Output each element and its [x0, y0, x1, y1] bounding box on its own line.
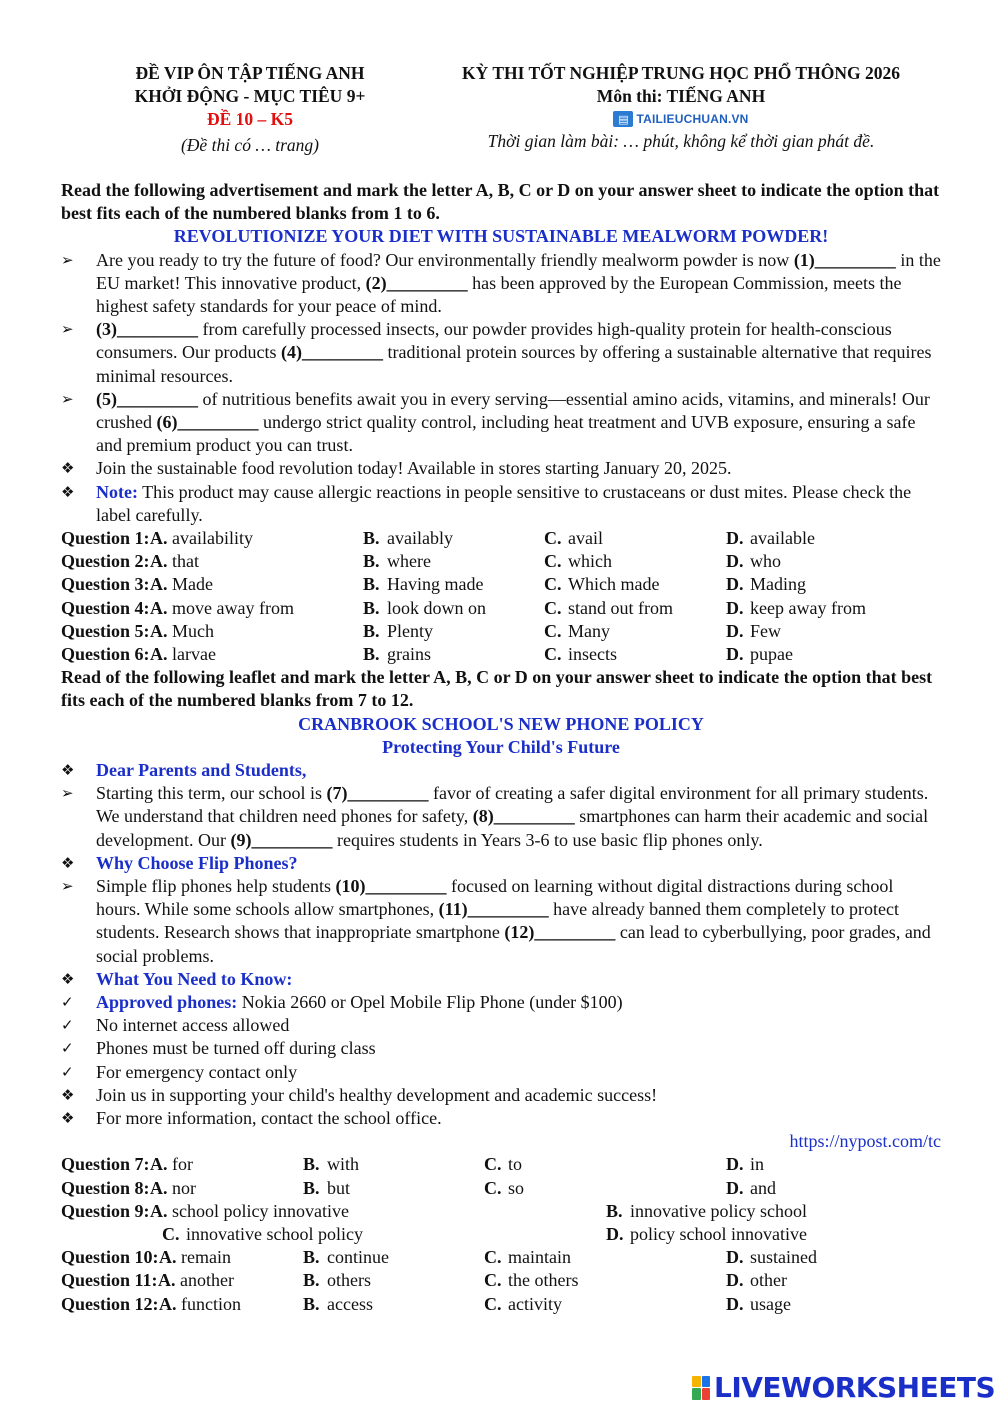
- option-text: Plenty: [387, 620, 434, 641]
- section2-instruction: Read of the following leaflet and mark the letter A, B, C or D on your answer sheet to indicate the option that best fits each of the numbered blanks from 7 to 12.: [61, 667, 933, 711]
- option-letter: D.: [726, 620, 744, 641]
- option-letter: A.: [159, 1293, 177, 1314]
- option-letter: D.: [726, 1270, 744, 1291]
- question-row: [61, 597, 941, 620]
- question-list-2: [61, 1153, 941, 1315]
- option-text: grains: [387, 643, 431, 664]
- heading-need: [61, 968, 941, 991]
- section1-title: REVOLUTIONIZE YOUR DIET WITH SUSTAINABLE MEALWORM POWDER!: [173, 226, 829, 247]
- option-letter: D.: [726, 551, 744, 572]
- diamond-bullet-icon: ❖: [61, 760, 75, 779]
- option-letter: D.: [726, 597, 744, 618]
- option-letter: B.: [363, 597, 380, 618]
- check-text: No internet access allowed: [96, 1015, 290, 1036]
- section1-bullets: [61, 249, 941, 458]
- option-letter: B.: [363, 620, 380, 641]
- option-letter: A.: [150, 574, 168, 595]
- advert-paragraph: [61, 318, 941, 388]
- page-count-note: (Đề thi có … trang): [180, 135, 320, 155]
- join-line: [61, 457, 941, 480]
- option-text: access: [327, 1293, 373, 1314]
- approved-line: [61, 991, 941, 1014]
- question-row: [61, 1269, 941, 1292]
- blank-2: (2)_________: [365, 272, 468, 293]
- option-letter: B.: [363, 528, 380, 549]
- section1-instruction: Read the following advertisement and mark the letter A, B, C or D on your answer sheet to indicate the option that best fits each of the numbered blanks from 1 to 6.: [61, 180, 940, 224]
- option-text: Made: [172, 574, 213, 595]
- note-line: [61, 481, 941, 527]
- option-letter: C.: [484, 1270, 502, 1291]
- option-letter: A.: [158, 1270, 176, 1291]
- option-text: the others: [508, 1270, 579, 1291]
- option-letter: B.: [363, 643, 380, 664]
- note-text: This product may cause allergic reactions in people sensitive to crustaceans or dust mites. Please check the label carefully.: [96, 481, 912, 525]
- liveworksheets-icon: [692, 1376, 710, 1400]
- option-letter: A.: [150, 528, 168, 549]
- question-label: Question 2:: [61, 551, 150, 572]
- option-letter: C.: [162, 1224, 180, 1244]
- option-text: activity: [508, 1293, 562, 1314]
- check-text: For emergency contact only: [96, 1061, 298, 1082]
- blank-3: (3)_________: [96, 319, 198, 340]
- question-row: [61, 1200, 941, 1223]
- option-letter: C.: [484, 1177, 502, 1198]
- option-letter: C.: [544, 643, 562, 664]
- question-label: Question 1:: [61, 528, 150, 549]
- icon-square: [692, 1388, 701, 1400]
- option-letter: A.: [150, 1154, 168, 1175]
- check-line: [61, 1061, 941, 1084]
- option-letter: B.: [363, 574, 380, 595]
- icon-square: [702, 1376, 711, 1388]
- blank-10: (10)_________: [335, 876, 447, 896]
- option-text: innovative school policy: [186, 1224, 363, 1244]
- check-icon: ✓: [61, 1062, 74, 1081]
- question-label: Question 8:: [61, 1177, 150, 1198]
- text: of nutritious benefits await you in every serving—essential amino acids, vitamins, and minerals! Our crushed: [96, 388, 930, 433]
- diamond-bullet-icon: ❖: [61, 459, 75, 478]
- option-text: Mading: [750, 574, 806, 595]
- blank-6: (6)_________: [156, 412, 259, 433]
- option-letter: C.: [484, 1247, 502, 1268]
- leaflet-paragraph-1: [61, 782, 941, 852]
- question-label: Question 5:: [61, 620, 150, 641]
- question-row: [61, 527, 941, 550]
- closing-line: [61, 1084, 941, 1107]
- text: Simple flip phones help students: [96, 876, 336, 896]
- check-line: [61, 1037, 941, 1060]
- question-row: [61, 620, 941, 643]
- diamond-bullet-icon: ❖: [61, 482, 75, 501]
- option-letter: B.: [303, 1247, 320, 1268]
- exam-code: ĐỀ 10 – K5: [206, 109, 294, 129]
- question-row: [61, 1153, 941, 1176]
- option-letter: C.: [544, 528, 562, 549]
- option-letter: A.: [150, 1200, 168, 1221]
- option-text: stand out from: [568, 597, 673, 618]
- heading-dear: [61, 759, 941, 782]
- option-letter: A.: [150, 551, 168, 572]
- option-text: innovative policy school: [630, 1200, 807, 1221]
- arrow-bullet-icon: ➢: [61, 320, 74, 339]
- option-text: that: [172, 551, 199, 572]
- text: has been approved by the European Commission, meets the highest safety standards for your peace of mind.: [96, 272, 902, 317]
- text: can lead to cyberbullying, poor grades, and social problems.: [96, 922, 931, 966]
- text: traditional protein sources by offering a sustainable alternative that requires minimal resources.: [96, 342, 932, 386]
- question-row: [61, 1293, 941, 1316]
- option-letter: D.: [726, 1293, 744, 1314]
- note-label: Note:: [96, 481, 138, 502]
- option-letter: B.: [303, 1177, 320, 1198]
- option-letter: B.: [303, 1154, 320, 1175]
- tailieuchuan-logo: [412, 109, 950, 129]
- text: in the EU market! This innovative product,: [96, 249, 941, 293]
- option-text: pupae: [750, 643, 793, 664]
- option-text: and: [750, 1177, 776, 1198]
- question-row: [61, 643, 941, 666]
- closing-line: [61, 1107, 941, 1130]
- closing-text: For more information, contact the school office.: [96, 1108, 442, 1129]
- option-letter: B.: [363, 551, 380, 572]
- option-text: Few: [750, 620, 781, 641]
- icon-square: [702, 1388, 711, 1400]
- check-icon: ✓: [61, 1039, 74, 1058]
- option-text: insects: [568, 643, 617, 664]
- option-text: school policy innovative: [172, 1200, 349, 1221]
- option-text: but: [327, 1177, 351, 1198]
- option-text: others: [327, 1270, 371, 1291]
- option-letter: B.: [303, 1293, 320, 1314]
- question-label: Question 9:: [61, 1200, 150, 1221]
- option-text: sustained: [750, 1247, 817, 1268]
- option-text: availably: [387, 528, 453, 549]
- option-text: maintain: [508, 1247, 571, 1268]
- diamond-bullet-icon: ❖: [61, 1085, 75, 1104]
- question-label: Question 11:: [61, 1270, 158, 1291]
- question-label: Question 12:: [61, 1293, 159, 1314]
- advert-paragraph: [61, 388, 941, 458]
- arrow-bullet-icon: ➢: [61, 250, 74, 269]
- source-link[interactable]: https://nypost.com/tc: [789, 1131, 941, 1152]
- option-text: usage: [750, 1293, 791, 1314]
- option-text: move away from: [172, 597, 294, 618]
- option-text: Which made: [568, 574, 660, 595]
- option-letter: D.: [606, 1224, 624, 1244]
- blank-7: (7)_________: [326, 783, 429, 804]
- dear-heading: Dear Parents and Students,: [96, 759, 307, 780]
- blank-9: (9)_________: [230, 829, 333, 850]
- header-left-line2: KHỞI ĐỘNG - MỤC TIÊU 9+: [134, 86, 366, 106]
- option-letter: C.: [544, 620, 562, 641]
- question-label: Question 6:: [61, 643, 150, 664]
- text: Starting this term, our school is: [96, 783, 327, 804]
- option-letter: C.: [544, 574, 562, 595]
- option-text: policy school innovative: [630, 1224, 807, 1244]
- option-letter: C.: [484, 1293, 502, 1314]
- option-text: look down on: [387, 597, 486, 618]
- option-letter: D.: [726, 574, 744, 595]
- option-letter: A.: [159, 1247, 177, 1268]
- option-letter: C.: [544, 551, 562, 572]
- arrow-bullet-icon: ➢: [61, 389, 74, 408]
- option-text: to: [508, 1154, 523, 1175]
- time-note: Thời gian làm bài: … phút, không kể thời gian phát đề.: [487, 131, 875, 151]
- option-letter: D.: [726, 1154, 744, 1175]
- text: have already banned them completely to protect students. Research shows that inappropriate smartphone: [96, 899, 899, 943]
- question-label: Question 10:: [61, 1247, 159, 1268]
- question-label: Question 4:: [61, 597, 150, 618]
- approved-label: Approved phones:: [96, 992, 238, 1013]
- option-letter: B.: [606, 1200, 623, 1221]
- question-row: [61, 1246, 941, 1269]
- need-heading: What You Need to Know:: [96, 968, 293, 989]
- diamond-bullet-icon: ❖: [61, 853, 75, 872]
- section2-title: CRANBROOK SCHOOL'S NEW PHONE POLICY: [298, 713, 704, 734]
- blank-12: (12)_________: [504, 922, 616, 943]
- option-text: with: [327, 1154, 360, 1175]
- icon-square: [692, 1376, 701, 1388]
- option-text: Much: [172, 620, 214, 641]
- book-icon: ▤: [613, 111, 633, 127]
- header-left: [100, 62, 400, 157]
- exam-content: [61, 179, 941, 1316]
- section2-subtitle: Protecting Your Child's Future: [382, 736, 620, 757]
- exam-title: KỲ THI TỐT NGHIỆP TRUNG HỌC PHỔ THÔNG 2026: [462, 63, 900, 83]
- option-text: avail: [568, 528, 603, 549]
- arrow-bullet-icon: ➢: [61, 877, 74, 895]
- arrow-bullet-icon: ➢: [61, 784, 74, 803]
- option-text: nor: [172, 1177, 196, 1198]
- option-letter: D.: [726, 528, 744, 549]
- question-row: [61, 1223, 941, 1246]
- question-label: Question 3:: [61, 574, 150, 595]
- blank-4: (4)_________: [280, 342, 383, 363]
- option-text: another: [180, 1270, 234, 1291]
- closing-text: Join us in supporting your child's healthy development and academic success!: [96, 1084, 658, 1105]
- question-list-1: [61, 527, 941, 666]
- option-letter: B.: [303, 1270, 320, 1291]
- check-line: [61, 1014, 941, 1037]
- option-text: Many: [568, 620, 610, 641]
- option-letter: C.: [544, 597, 562, 618]
- option-text: for: [172, 1154, 193, 1175]
- option-text: who: [750, 551, 781, 572]
- check-icon: ✓: [61, 993, 74, 1012]
- option-text: Having made: [387, 574, 484, 595]
- option-letter: D.: [726, 643, 744, 664]
- logo-text: TAILIEUCHUAN.VN: [636, 111, 749, 126]
- check-icon: ✓: [61, 1016, 74, 1035]
- text: undergo strict quality control, including heat treatment and UVB exposure, ensuring a safe and premium product you can trust.: [96, 412, 916, 456]
- option-letter: C.: [484, 1154, 502, 1175]
- option-text: so: [508, 1177, 525, 1198]
- text: from carefully processed insects, our powder provides high-quality protein for health-conscious consumers. Our products: [96, 319, 892, 363]
- option-letter: A.: [150, 597, 168, 618]
- diamond-bullet-icon: ❖: [61, 969, 75, 988]
- blank-8: (8)_________: [472, 806, 575, 827]
- option-letter: A.: [150, 643, 168, 664]
- liveworksheets-brand: LIVEWORKSHEETS: [714, 1371, 996, 1404]
- approved-text: Nokia 2660 or Opel Mobile Flip Phone (under $100): [237, 992, 623, 1013]
- text: smartphones can harm their academic and social development. Our: [96, 806, 929, 850]
- option-text: availability: [172, 528, 253, 549]
- question-label: Question 7:: [61, 1154, 150, 1175]
- liveworksheets-logo: [692, 1371, 995, 1404]
- option-text: function: [181, 1293, 241, 1314]
- header-left-line1: ĐỀ VIP ÔN TẬP TIẾNG ANH: [135, 63, 365, 83]
- heading-why: [61, 852, 941, 875]
- leaflet-paragraph-2: [61, 875, 941, 968]
- exam-subject: Môn thi: TIẾNG ANH: [596, 86, 766, 106]
- option-letter: A.: [150, 620, 168, 641]
- text: favor of creating a safer digital environment for all primary students. We understand that children need phones for safety,: [96, 783, 929, 827]
- question-row: [61, 550, 941, 573]
- option-letter: D.: [726, 1247, 744, 1268]
- option-text: continue: [327, 1247, 389, 1268]
- option-text: other: [750, 1270, 787, 1291]
- text: Are you ready to try the future of food? Our environmentally friendly mealworm powder is now: [96, 249, 794, 270]
- option-letter: A.: [150, 1177, 168, 1198]
- option-text: in: [750, 1154, 765, 1175]
- blank-11: (11)_________: [438, 899, 549, 920]
- header-right: [412, 62, 950, 153]
- option-text: larvae: [172, 643, 216, 664]
- option-text: where: [387, 551, 431, 572]
- option-text: available: [750, 528, 815, 549]
- text: focused on learning without digital distractions during school hours. While some schools allow smartphones,: [96, 876, 894, 920]
- check-text: Phones must be turned off during class: [96, 1038, 376, 1059]
- page-header: [60, 62, 940, 162]
- option-text: remain: [181, 1247, 231, 1268]
- question-row: [61, 573, 941, 596]
- text: requires students in Years 3-6 to use basic flip phones only.: [332, 829, 763, 850]
- option-text: keep away from: [750, 597, 866, 618]
- blank-5: (5)_________: [96, 388, 198, 409]
- option-letter: D.: [726, 1177, 744, 1198]
- question-row: [61, 1177, 941, 1200]
- join-text: Join the sustainable food revolution today! Available in stores starting January 20, 2025.: [96, 458, 732, 479]
- blank-1: (1)_________: [793, 249, 896, 270]
- diamond-bullet-icon: ❖: [61, 1109, 75, 1128]
- advert-paragraph: [61, 249, 941, 319]
- why-heading: Why Choose Flip Phones?: [96, 852, 298, 873]
- option-text: which: [568, 551, 612, 572]
